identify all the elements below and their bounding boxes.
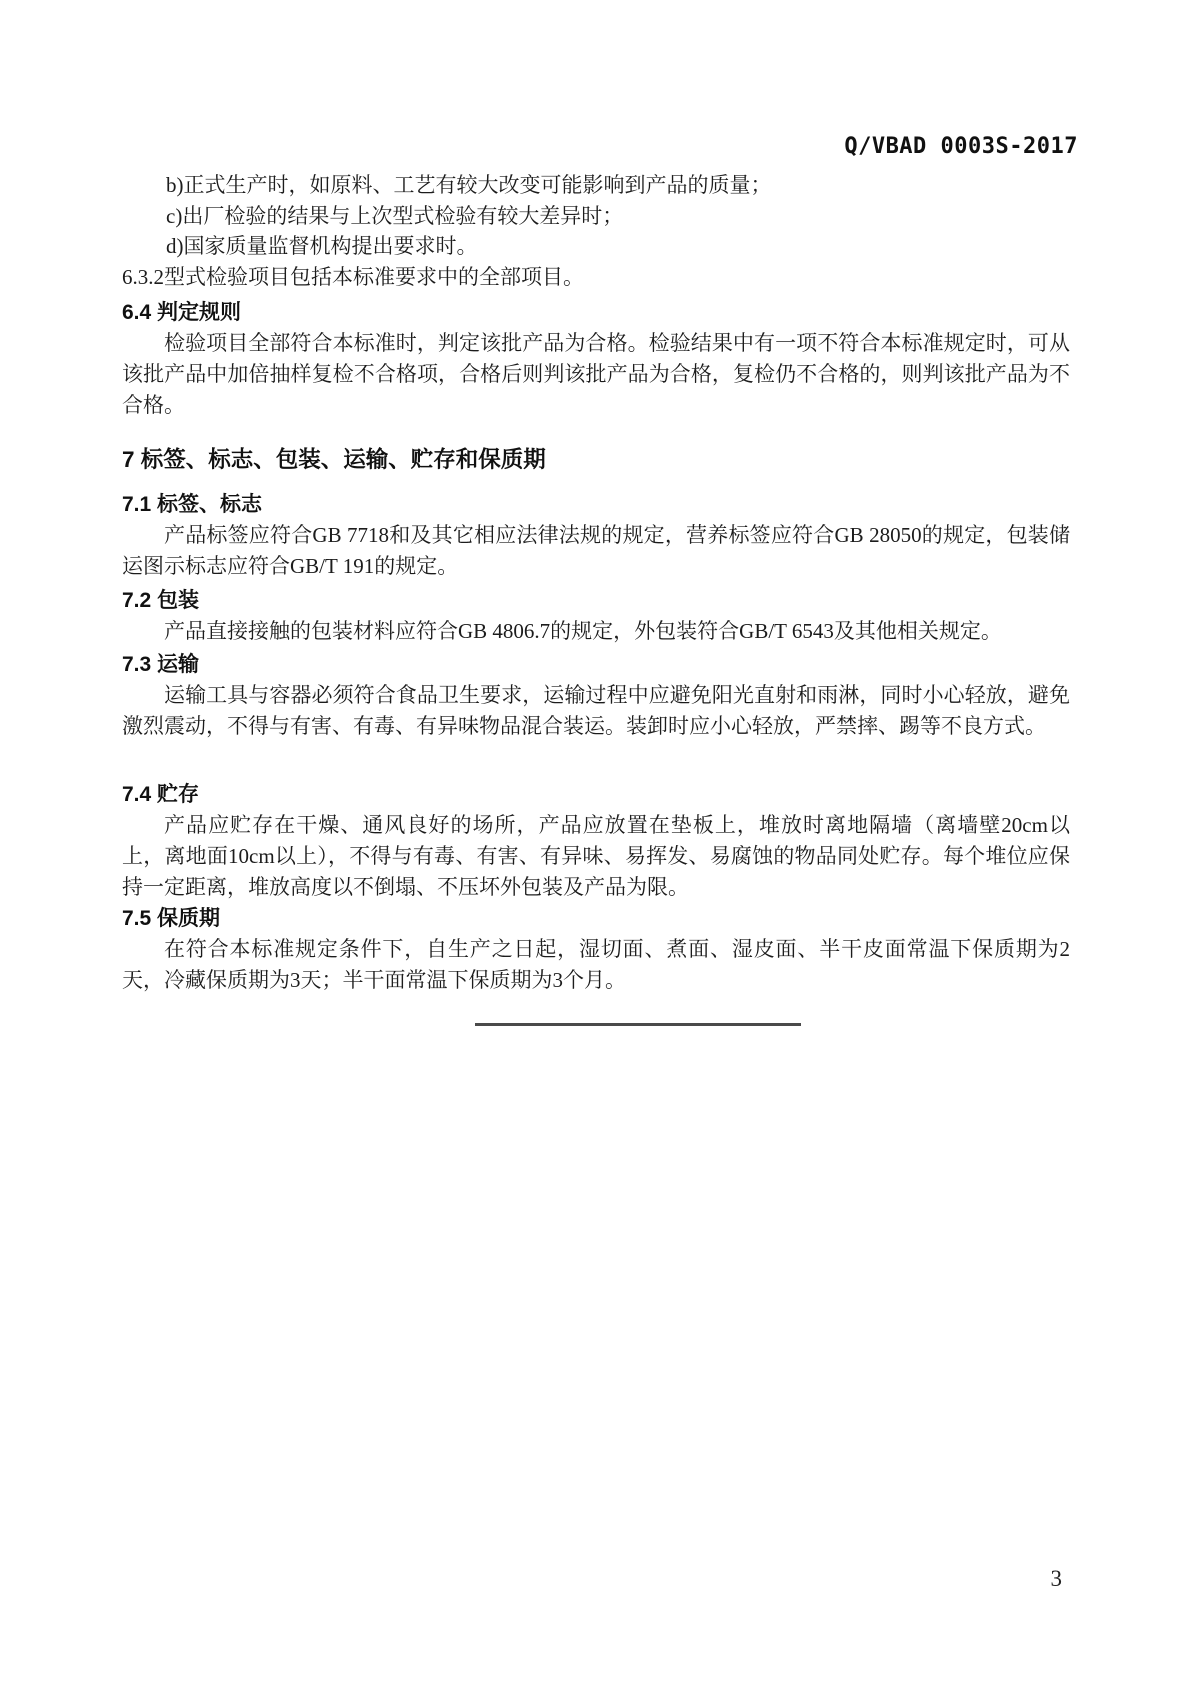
heading-7: 7 标签、标志、包装、运输、贮存和保质期 xyxy=(122,447,546,472)
document-body xyxy=(122,0,1070,1026)
paragraph-7-1: 产品标签应符合GB 7718和及其它相应法律法规的规定，营养标签应符合GB 28050的规定，包装储运图示标志应符合GB/T 191的规定。 xyxy=(122,523,1070,578)
document-number-header: Q/VBAD 0003S-2017 xyxy=(844,134,1078,159)
heading-7-3: 7.3 运输 xyxy=(122,653,200,676)
end-of-document-rule xyxy=(475,1023,801,1026)
list-item-b: b)正式生产时，如原料、工艺有较大改变可能影响到产品的质量； xyxy=(166,173,772,197)
paragraph-7-2: 产品直接接触的包装材料应符合GB 4806.7的规定，外包装符合GB/T 6543及其他相关规定。 xyxy=(164,619,1002,643)
paragraph-6-4: 检验项目全部符合本标准时，判定该批产品为合格。检验结果中有一项不符合本标准规定时，可从该批产品中加倍抽样复检不合格项，合格后则判该批产品为合格，复检仍不合格的，则判该批产品为不合格。 xyxy=(122,331,1070,417)
heading-7-2: 7.2 包装 xyxy=(122,589,200,612)
clause-6-3-2: 6.3.2型式检验项目包括本标准要求中的全部项目。 xyxy=(122,264,584,289)
heading-6-4: 6.4 判定规则 xyxy=(122,301,242,324)
heading-7-1: 7.1 标签、标志 xyxy=(122,493,263,516)
list-item-d: d)国家质量监督机构提出要求时。 xyxy=(166,234,478,258)
heading-7-5: 7.5 保质期 xyxy=(122,907,221,930)
paragraph-7-5: 在符合本标准规定条件下，自生产之日起，湿切面、煮面、湿皮面、半干皮面常温下保质期为2天，冷藏保质期为3天；半干面常温下保质期为3个月。 xyxy=(122,937,1070,992)
paragraph-7-3: 运输工具与容器必须符合食品卫生要求，运输过程中应避免阳光直射和雨淋，同时小心轻放，避免激烈震动，不得与有害、有毒、有异味物品混合装运。装卸时应小心轻放，严禁摔、踢等不良方式。 xyxy=(122,683,1070,738)
heading-7-4: 7.4 贮存 xyxy=(122,783,200,806)
list-item-c: c)出厂检验的结果与上次型式检验有较大差异时； xyxy=(166,203,624,228)
paragraph-7-4: 产品应贮存在干燥、通风良好的场所，产品应放置在垫板上，堆放时离地隔墙（离墙壁20cm以上，离地面10cm以上），不得与有毒、有害、有异味、易挥发、易腐蚀的物品同处贮存。每个堆位应保持一定距离，堆放高度以不倒塌、不压坏外包装及产品为限。 xyxy=(122,813,1070,899)
page-number: 3 xyxy=(1050,1566,1062,1591)
